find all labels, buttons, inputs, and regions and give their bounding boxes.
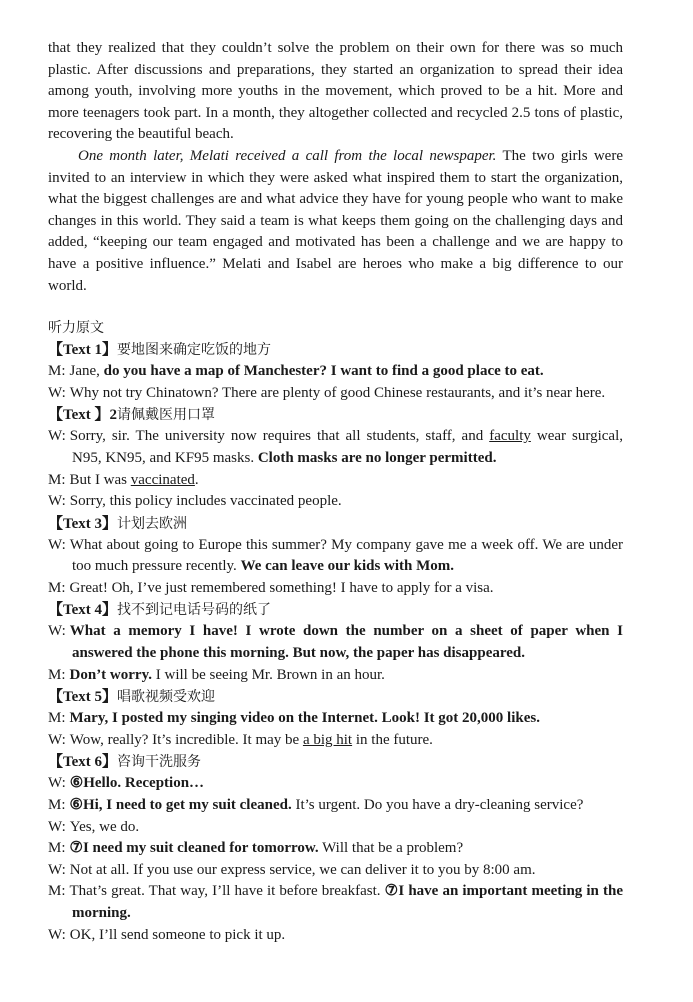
text-section-heading	[48, 686, 623, 708]
key-sentence: ⑥Hello. Reception…	[69, 775, 205, 792]
text-section-tag: 【Text 3】	[48, 515, 118, 532]
dialogue-text: Sorry, this policy includes vaccinated people.	[69, 493, 342, 510]
speaker-label: W:	[48, 861, 66, 878]
speaker-label: W:	[48, 428, 66, 445]
speaker-label: M:	[48, 666, 66, 683]
dialogue-text: I will be seeing Mr. Brown in an hour.	[152, 666, 385, 683]
underlined-word: a big hit	[302, 731, 353, 748]
dialogue-text: What about going to Europe this summer? My company gave me a week off. We are under too much pressure recently.	[69, 536, 623, 575]
text-section-tag: 【Text 1】	[48, 342, 118, 359]
dialogue-line	[48, 730, 623, 752]
story-paragraph-2-text: The two girls were invited to an interview in which they were asked what inspired them to start the organization, what the biggest challenges are and what advice they have for young people who want to make changes in this world. They said a team is what keeps them going on the challenging days and added, “keeping our team engaged and motivated has been a challenge and we are happy to have a positive influence.” Melati and Isabel are heroes who make a big difference to our world.	[48, 147, 623, 294]
dialogue-text: .	[194, 471, 199, 488]
key-sentence: ⑦I have an important meeting in the morning.	[72, 883, 623, 921]
speaker-label: W:	[48, 926, 66, 943]
dialogue-text: Sorry, sir. The university now requires that all students, staff, and	[69, 428, 490, 445]
dialogue-text: That’s great. That way, I’ll have it before breakfast.	[69, 883, 385, 900]
dialogue-line	[48, 817, 623, 839]
story-paragraph-1-text: that they realized that they couldn’t solve the problem on their own for there was so much plastic. After discussions and preparations, they started an organization to spread their idea among youth, involving more youths in the movement, which proved to be a hit. More and more teenagers took part. In a month, they altogether collected and recycled 2.5 tons of plastic, recovering the beautiful beach.	[48, 40, 623, 143]
dialogue-line	[48, 361, 623, 383]
text-section-heading	[48, 404, 623, 426]
dialogue-line	[48, 925, 623, 947]
text-section-title: 唱歌视频受欢迎	[117, 689, 216, 706]
dialogue-line	[48, 491, 623, 513]
speaker-label: W:	[48, 536, 66, 553]
text-section-title: 要地图来确定吃饭的地方	[117, 342, 272, 359]
underlined-word: faculty	[489, 428, 531, 445]
dialogue-line	[48, 860, 623, 882]
key-sentence: We can leave our kids with Mom.	[240, 558, 455, 575]
speaker-label: M:	[48, 710, 66, 727]
dialogue-line	[48, 383, 623, 405]
dialogue-line	[48, 838, 623, 860]
text-section-heading	[48, 339, 623, 361]
dialogue-text: Jane,	[69, 363, 104, 380]
story-paragraph-2	[48, 146, 623, 297]
dialogue-text: OK, I’ll send someone to pick it up.	[69, 926, 286, 943]
listening-transcript	[48, 339, 623, 946]
speaker-label: W:	[48, 384, 66, 401]
dialogue-line	[48, 578, 623, 600]
key-sentence: Mary, I posted my singing video on the Internet. Look! It got 20,000 likes.	[69, 710, 540, 727]
dialogue-line	[48, 773, 623, 795]
dialogue-line	[48, 470, 623, 492]
dialogue-line	[48, 708, 623, 730]
speaker-label: M:	[48, 840, 66, 857]
speaker-label: W:	[48, 731, 66, 748]
text-section-tag: 【Text 5】	[48, 689, 118, 706]
speaker-label: W:	[48, 493, 66, 510]
section-gap	[48, 297, 623, 317]
listening-heading: 听力原文	[48, 320, 104, 337]
key-sentence: Don’t worry.	[69, 666, 153, 683]
text-section-heading	[48, 513, 623, 535]
speaker-label: M:	[48, 797, 66, 814]
speaker-label: M:	[48, 471, 66, 488]
text-section-title: 找不到记电话号码的纸了	[117, 602, 272, 619]
key-sentence: ⑦I need my suit cleaned for tomorrow.	[69, 840, 319, 857]
speaker-label: W:	[48, 818, 66, 835]
key-sentence: do you have a map of Manchester? I want to find a good place to eat.	[103, 363, 544, 380]
dialogue-text: It’s urgent. Do you have a dry-cleaning service?	[291, 797, 584, 814]
text-section-tag: 【Text 6】	[48, 754, 118, 771]
speaker-label: W:	[48, 775, 66, 792]
story-paragraph-1	[48, 38, 623, 146]
underlined-word: vaccinated	[130, 471, 195, 488]
speaker-label: M:	[48, 363, 66, 380]
text-section-heading	[48, 751, 623, 773]
dialogue-line	[48, 795, 623, 817]
text-section-tag: 【Text 4】	[48, 602, 118, 619]
dialogue-text: But I was	[69, 471, 131, 488]
dialogue-text: Why not try Chinatown? There are plenty of good Chinese restaurants, and it’s near here.	[69, 384, 606, 401]
dialogue-text: Great! Oh, I’ve just remembered something! I have to apply for a visa.	[69, 579, 494, 596]
dialogue-text: wear surgical, N95, KN95, and KF95 masks.	[72, 428, 623, 466]
dialogue-text: Wow, really? It’s incredible. It may be	[69, 731, 303, 748]
dialogue-text: Will that be a problem?	[318, 840, 464, 857]
text-section-tag: 【Text 】2	[48, 407, 118, 424]
speaker-label: M:	[48, 579, 66, 596]
dialogue-line	[48, 535, 623, 578]
text-section-heading	[48, 599, 623, 621]
speaker-label: M:	[48, 883, 66, 900]
dialogue-line	[48, 621, 623, 664]
text-section-title: 计划去欧洲	[117, 515, 188, 532]
dialogue-line	[48, 881, 623, 924]
dialogue-line	[48, 665, 623, 687]
key-sentence: What a memory I have! I wrote down the number on a sheet of paper when I answered the phone this morning. But now, the paper has disappeared.	[69, 623, 623, 662]
dialogue-line	[48, 426, 623, 469]
dialogue-text: in the future.	[352, 731, 433, 748]
key-sentence: Cloth masks are no longer permitted.	[257, 449, 497, 466]
dialogue-text: Yes, we do.	[69, 818, 140, 835]
dialogue-text: Not at all. If you use our express service, we can deliver it to you by 8:00 am.	[69, 861, 536, 878]
story-paragraph-2-italic: One month later, Melati received a call from the local newspaper.	[78, 147, 497, 164]
text-section-title: 请佩戴医用口罩	[117, 407, 216, 424]
key-sentence: ⑥Hi, I need to get my suit cleaned.	[69, 797, 292, 814]
speaker-label: W:	[48, 623, 66, 640]
text-section-title: 咨询干洗服务	[117, 754, 202, 771]
